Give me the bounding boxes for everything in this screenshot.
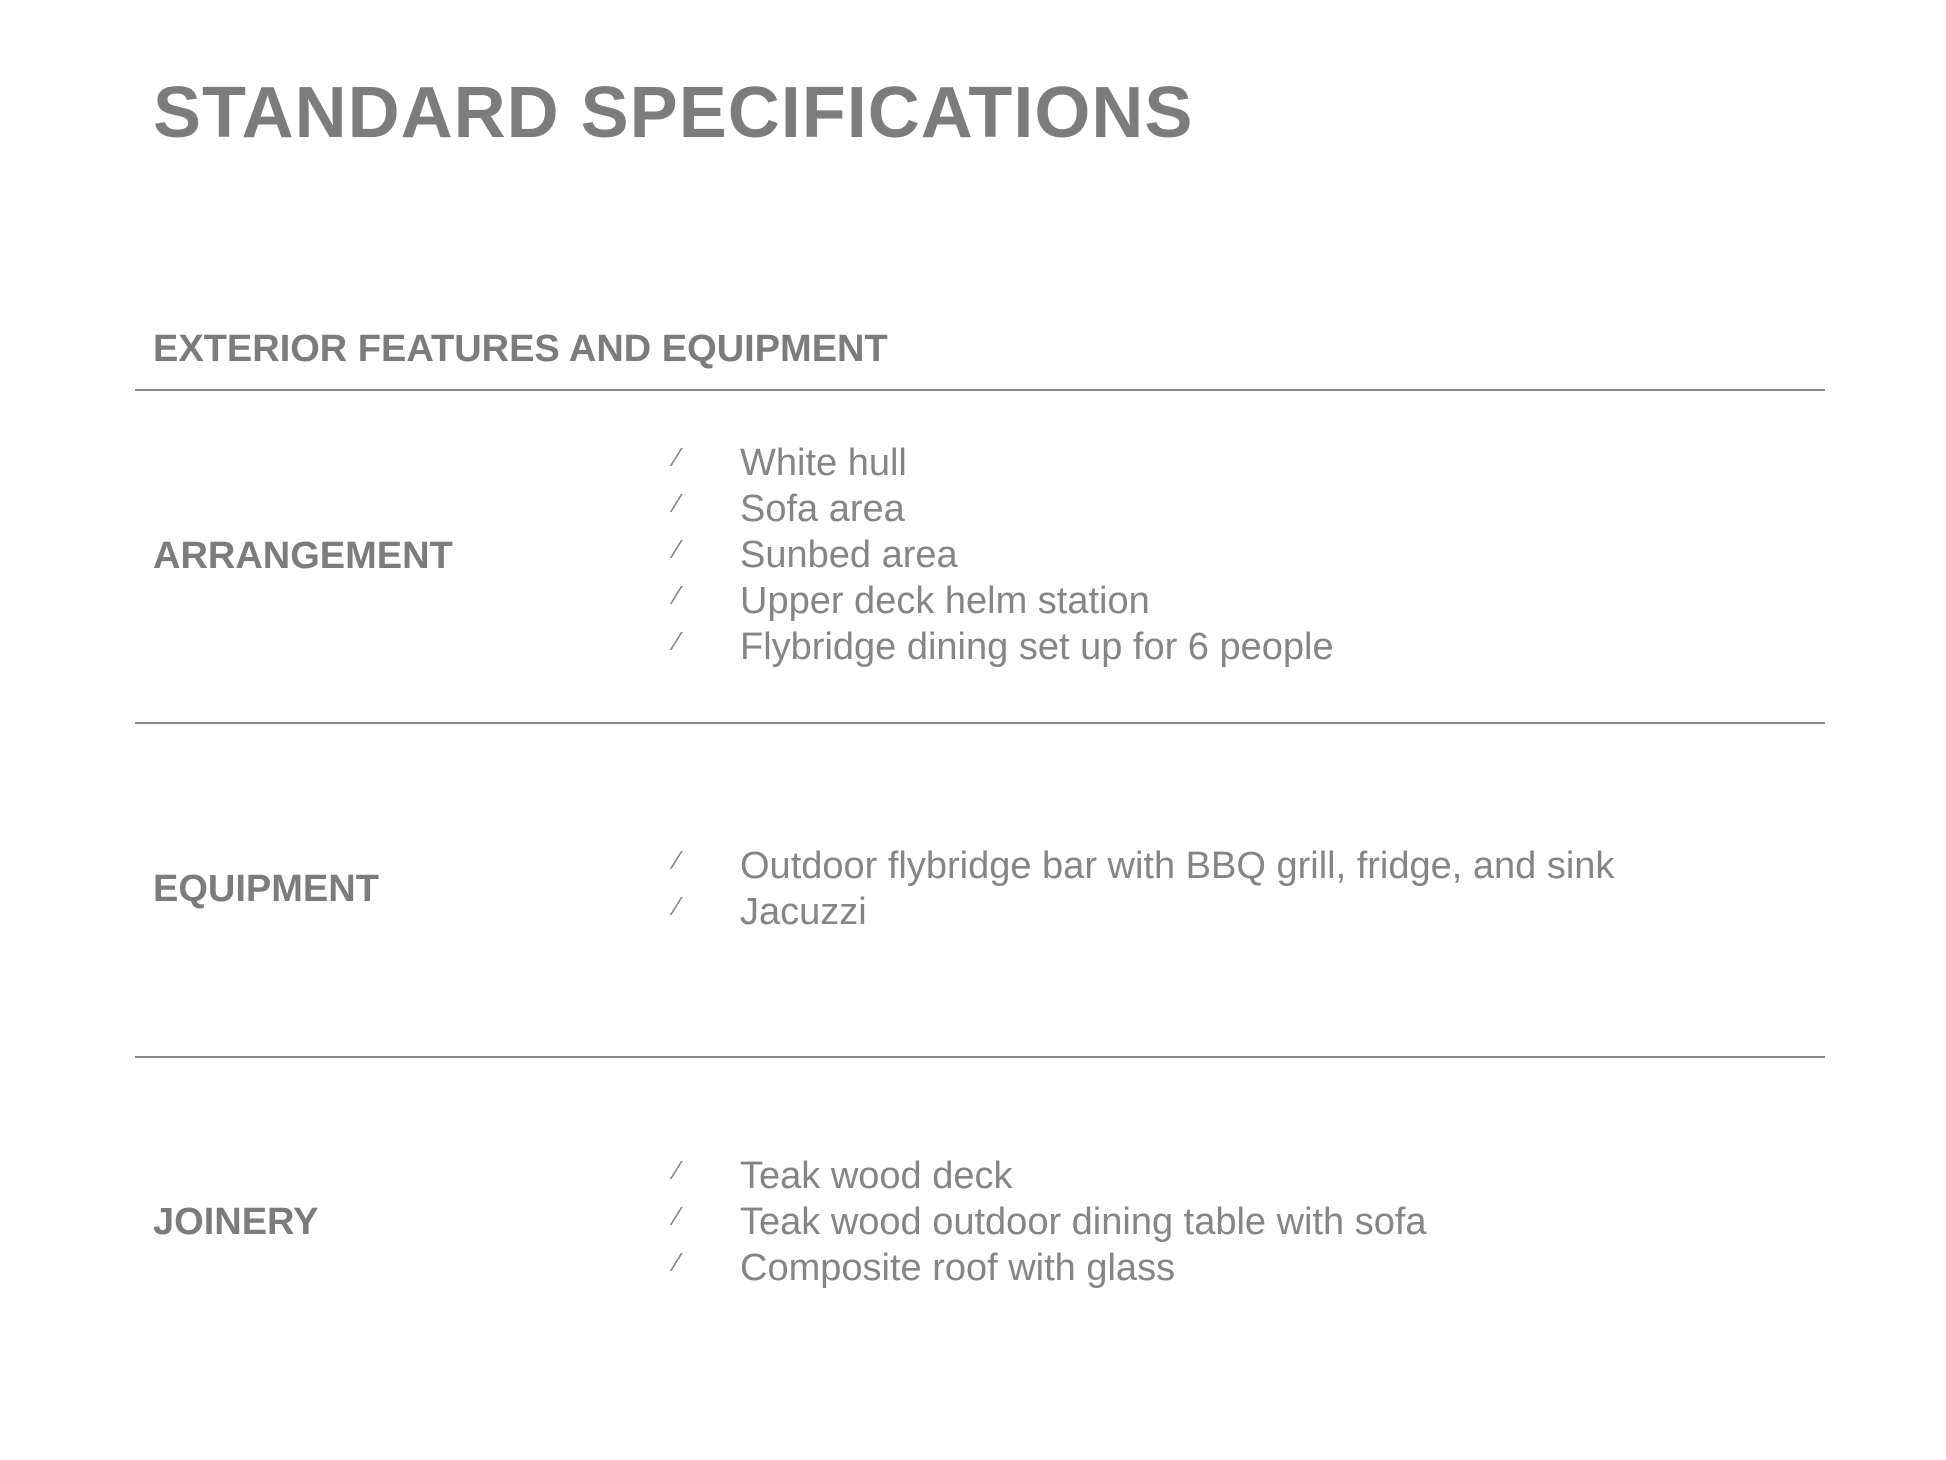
row-label-joinery: JOINERY [153,1201,319,1243]
list-item: ⁄ Sunbed area [675,532,1334,578]
arrangement-list [675,440,1334,670]
list-item: ⁄ Composite roof with glass [675,1245,1427,1291]
list-item: ⁄ Jacuzzi [675,889,1614,935]
list-item: ⁄ Flybridge dining set up for 6 people [675,624,1334,670]
slash-bullet-icon: ⁄ [675,891,680,921]
divider [135,1056,1825,1058]
slash-bullet-icon: ⁄ [675,488,680,518]
slash-bullet-icon: ⁄ [675,626,680,656]
row-label-arrangement: ARRANGEMENT [153,535,453,577]
divider [135,722,1825,724]
slash-bullet-icon: ⁄ [675,442,680,472]
slash-bullet-icon: ⁄ [675,1155,680,1185]
slash-bullet-icon: ⁄ [675,845,680,875]
list-item: ⁄ Teak wood outdoor dining table with sofa [675,1199,1427,1245]
divider [135,389,1825,391]
slash-bullet-icon: ⁄ [675,1247,680,1277]
list-item: ⁄ White hull [675,440,1334,486]
slash-bullet-icon: ⁄ [675,534,680,564]
equipment-list [675,843,1614,935]
list-item: ⁄ Sofa area [675,486,1334,532]
slash-bullet-icon: ⁄ [675,1201,680,1231]
list-item: ⁄ Teak wood deck [675,1153,1427,1199]
page-title: STANDARD SPECIFICATIONS [153,73,1194,153]
list-item: ⁄ Upper deck helm station [675,578,1334,624]
list-item: ⁄ Outdoor flybridge bar with BBQ grill, fridge, and sink [675,843,1614,889]
row-label-equipment: EQUIPMENT [153,868,379,910]
section-title: EXTERIOR FEATURES AND EQUIPMENT [153,328,888,370]
slash-bullet-icon: ⁄ [675,580,680,610]
joinery-list [675,1153,1427,1291]
